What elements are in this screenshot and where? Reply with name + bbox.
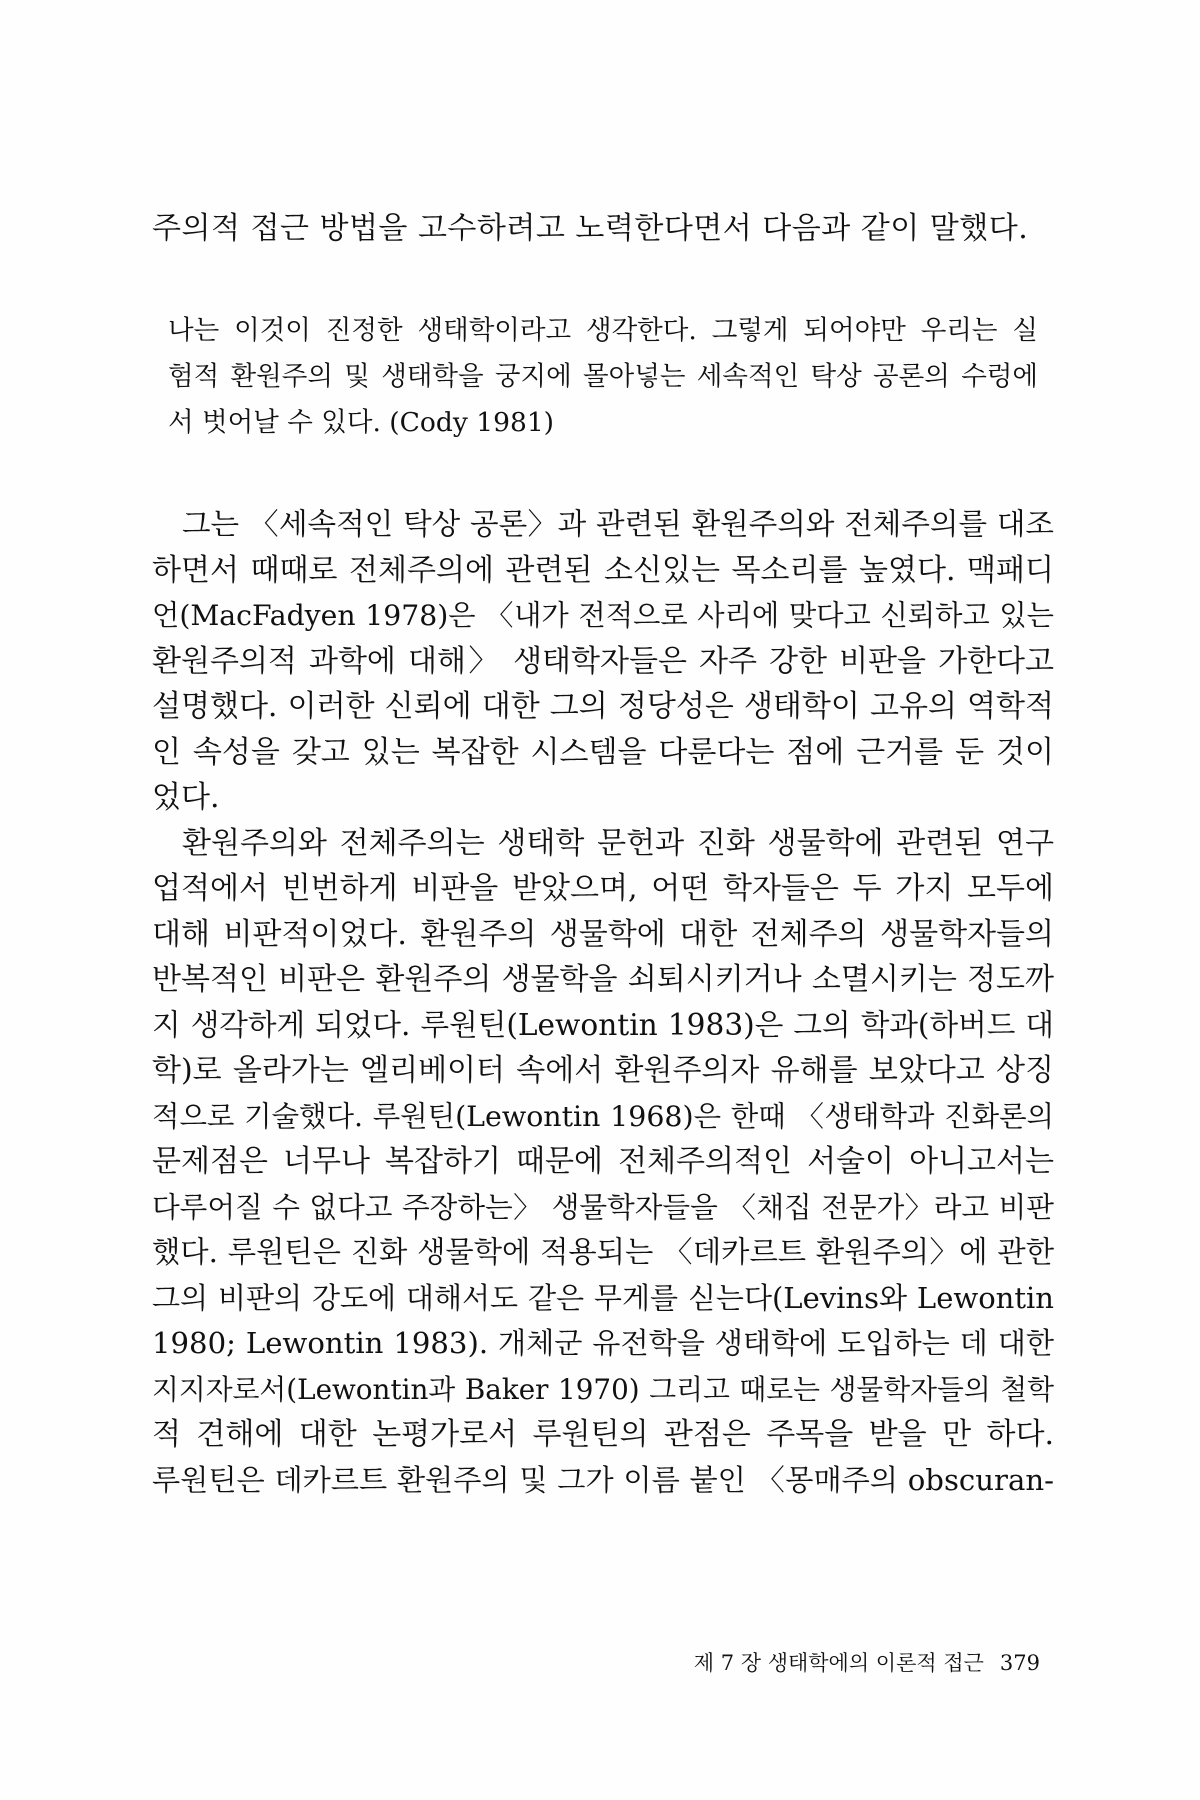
paragraph-2-line: 했다. 루원틴은 진화 생물학에 적용되는 〈데카르트 환원주의〉에 관한	[152, 1235, 1054, 1269]
quote-line: 험적 환원주의 및 생태학을 궁지에 몰아넣는 세속적인 탁상 공론의 수렁에	[168, 361, 1038, 392]
quote-line: 나는 이것이 진정한 생태학이라고 생각한다. 그렇게 되어야만 우리는 실	[168, 315, 1038, 346]
paragraph-2-line: 학)로 올라가는 엘리베이터 속에서 환원주의자 유해를 보았다고 상징	[152, 1053, 1054, 1088]
intro-text	[152, 205, 1054, 253]
paragraph-2-line: 문제점은 너무나 복잡하기 때문에 전체주의적인 서술이 아니고서는	[152, 1144, 1054, 1179]
running-title: 제 7 장 생태학에의 이론적 접근	[693, 1651, 984, 1675]
paragraph-2-line: 그의 비판의 강도에 대해서도 같은 무게를 싣는다(Levins와 Lewontin	[152, 1280, 1054, 1315]
page-footer	[0, 1648, 1040, 1678]
paragraph-2-line: 적 견해에 대한 논평가로서 루원틴의 관점은 주목을 받을 만 하다.	[152, 1417, 1054, 1452]
paragraph-1-line: 언(MacFadyen 1978)은 〈내가 전적으로 사리에 맞다고 신뢰하고 있는	[152, 599, 1054, 632]
paragraph-1-line: 하면서 때때로 전체주의에 관련된 소신있는 목소리를 높였다. 맥패디	[152, 552, 1054, 588]
paragraph-2-line: 업적에서 빈번하게 비판을 받았으며, 어떤 학자들은 두 가지 모두에	[152, 871, 1054, 906]
paragraph-2-line: 적으로 기술했다. 루원틴(Lewontin 1968)은 한때 〈생태학과 진화론의	[152, 1099, 1054, 1133]
body-text	[152, 502, 1054, 1503]
paragraph-1-line: 환원주의적 과학에 대해〉 생태학자들은 자주 강한 비판을 가한다고	[152, 643, 1054, 679]
quote-line: 서 벗어날 수 있다. (Cody 1981)	[168, 407, 555, 438]
paragraph-2-line: 지 생각하게 되었다. 루원틴(Lewontin 1983)은 그의 학과(하버드 대	[152, 1007, 1054, 1042]
paragraph-2-line: 대해 비판적이었다. 환원주의 생물학에 대한 전체주의 생물학자들의	[152, 916, 1054, 952]
block-quote	[168, 308, 1038, 446]
paragraph-2-line: 지지자로서(Lewontin과 Baker 1970) 그리고 때로는 생물학자들의 철학	[152, 1372, 1054, 1406]
paragraph-2-line: 1980; Lewontin 1983). 개체군 유전학을 생태학에 도입하는 데 대한	[152, 1326, 1054, 1360]
paragraph-1-line: 그는 〈세속적인 탁상 공론〉과 관련된 환원주의와 전체주의를 대조	[182, 507, 1054, 541]
paragraph-1-line: 설명했다. 이러한 신뢰에 대한 그의 정당성은 생태학이 고유의 역학적	[152, 689, 1054, 724]
paragraph-2-line: 환원주의와 전체주의는 생태학 문헌과 진화 생물학에 관련된 연구	[182, 825, 1054, 861]
paragraph-1-line: 인 속성을 갖고 있는 복잡한 시스템을 다룬다는 점에 근거를 둔 것이	[152, 734, 1054, 770]
paragraph-1-line: 었다.	[152, 780, 220, 815]
text-line: 주의적 접근 방법을 고수하려고 노력한다면서 다음과 같이 말했다.	[152, 211, 1029, 246]
paragraph-2-line: 다루어질 수 없다고 주장하는〉 생물학자들을 〈채집 전문가〉라고 비판	[152, 1189, 1054, 1224]
paragraph-2-line: 반복적인 비판은 환원주의 생물학을 쇠퇴시키거나 소멸시키는 정도까	[152, 962, 1054, 997]
paragraph-2-line: 루원틴은 데카르트 환원주의 및 그가 이름 붙인 〈몽매주의 obscuran-	[152, 1462, 1054, 1497]
page-number: 379	[999, 1651, 1040, 1675]
